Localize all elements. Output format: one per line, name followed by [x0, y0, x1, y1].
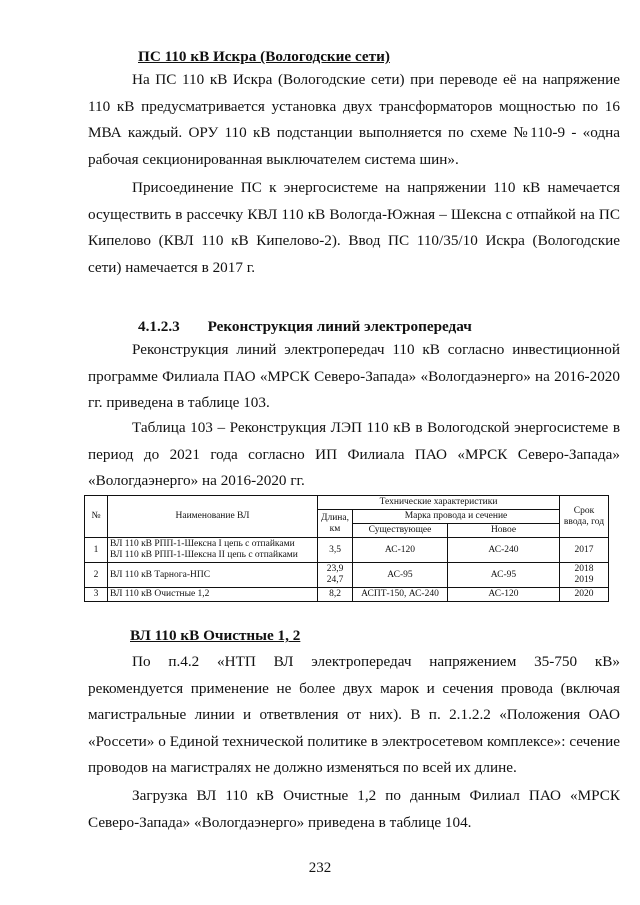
header-term: Срок ввода, год — [560, 496, 609, 538]
header-name: Наименование ВЛ — [108, 496, 318, 538]
subsection-title: Реконструкция линий электропередач — [207, 318, 472, 335]
subsection-number: 4.1.2.3 — [138, 318, 180, 335]
table-row — [85, 538, 609, 563]
cell-num: 1 — [85, 538, 108, 563]
cell-year-line: 2019 — [574, 575, 594, 585]
header-new: Новое — [448, 524, 560, 538]
header-num: № — [85, 496, 108, 538]
cell-name-line: ВЛ 110 кВ РПП-1-Шексна II цепь с отпайками — [110, 550, 298, 560]
paragraph-iskra-transformers: На ПС 110 кВ Искра (Вологодские сети) при переводе её на напряжение 110 кВ предусматривается установка двух трансформаторов мощностью по 16 МВА каждый. ОРУ 110 кВ подстанции выполняется по схеме №110-9 - «одна рабочая секционированная выключателем система шин». — [88, 71, 620, 168]
table-row — [85, 563, 609, 588]
section-heading-iskra: ПС 110 кВ Искра (Вологодские сети) — [138, 48, 390, 65]
header-tech: Технические характеристики — [318, 496, 560, 510]
paragraph-load: Загрузка ВЛ 110 кВ Очистные 1,2 по данным Филиал ПАО «МРСК Северо-Запада» «Вологдаэнерго» приведена в таблице 104. — [88, 787, 620, 831]
cell-name — [108, 538, 318, 563]
cell-length: 3,5 — [318, 538, 353, 563]
cell-existing: АС-120 — [353, 538, 448, 563]
cell-year-line: 2018 — [574, 564, 594, 574]
header-existing: Существующее — [353, 524, 448, 538]
cell-length — [318, 563, 353, 588]
cell-new: АС-240 — [448, 538, 560, 563]
cell-name: ВЛ 110 кВ Очистные 1,2 — [108, 588, 318, 602]
cell-length-line: 24,7 — [326, 575, 344, 585]
table-header-row — [85, 496, 609, 510]
section-heading-ochistnye: ВЛ 110 кВ Очистные 1, 2 — [130, 627, 301, 644]
cell-year: 2020 — [560, 588, 609, 602]
cell-length: 8,2 — [318, 588, 353, 602]
reconstruction-table — [84, 495, 609, 602]
cell-name: ВЛ 110 кВ Тарнога-НПС — [108, 563, 318, 588]
paragraph-reconstruction: Реконструкция линий электропередач 110 кВ согласно инвестиционной программе Филиала ПАО «МРСК Северо-Запада» «Вологдаэнерго» на 2016-2020 гг. приведена в таблице 103. — [88, 341, 620, 411]
paragraph-iskra-connection: Присоединение ПС к энергосистеме на напряжении 110 кВ намечается осуществить в рассечку КВЛ 110 кВ Вологда-Южная – Шексна с отпайкой на ПС Кипелово (КВЛ 110 кВ Кипелово-2). Ввод ПС 110/35/10 Искра (Вологодские сети) намечается в 2017 г. — [88, 179, 620, 276]
subsection-heading — [138, 318, 472, 336]
paragraph-ntp: По п.4.2 «НТП ВЛ электропередач напряжением 35-750 кВ» рекомендуется применение не более двух марок и сечения провода (включая магистральные линии и ответвления от них). В п. 2.1.2.2 «Положения ОАО «Россети» о Единой технической политике в электросетевом комплексе»: сечение проводов на магистралях не должно изменяться по всей их длине. — [88, 653, 620, 776]
cell-new: АС-95 — [448, 563, 560, 588]
header-length: Длина, км — [318, 510, 353, 538]
cell-length-line: 23,9 — [326, 564, 344, 574]
table-row — [85, 588, 609, 602]
cell-existing: АС-95 — [353, 563, 448, 588]
cell-new: АС-120 — [448, 588, 560, 602]
header-mark: Марка провода и сечение — [353, 510, 560, 524]
page-number: 232 — [308, 860, 332, 876]
cell-existing: АСПТ-150, АС-240 — [353, 588, 448, 602]
table-caption: Таблица 103 – Реконструкция ЛЭП 110 кВ в Вологодской энергосистеме в период до 2021 года согласно ИП Филиала ПАО «МРСК Северо-Запада» «Вологдаэнерго» на 2016-2020 гг. — [88, 419, 620, 489]
cell-num: 2 — [85, 563, 108, 588]
cell-name-line: ВЛ 110 кВ РПП-1-Шексна I цепь с отпайками — [110, 539, 295, 549]
cell-num: 3 — [85, 588, 108, 602]
cell-year — [560, 563, 609, 588]
cell-year: 2017 — [560, 538, 609, 563]
